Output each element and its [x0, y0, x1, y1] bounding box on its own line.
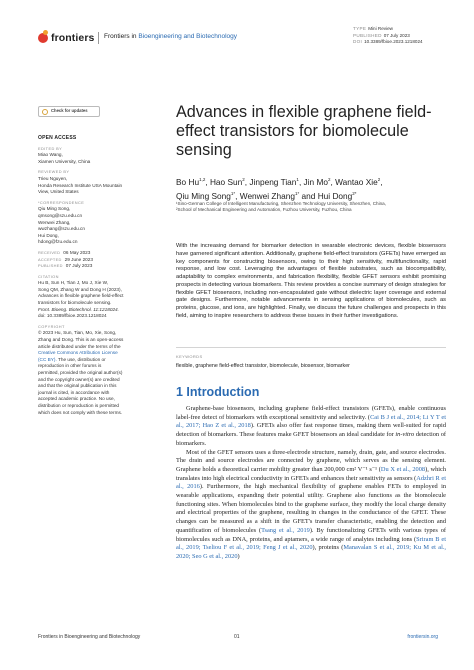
correspondent-email[interactable]: qmsong@szu.edu.cn	[38, 212, 83, 218]
reviewer-name: Trieu Nguyen,	[38, 175, 68, 181]
copyright-line: and that the original publication in this	[38, 383, 117, 389]
logo-text: frontiers	[51, 32, 95, 44]
check-updates-label: Check for updates	[51, 108, 88, 114]
check-updates-button[interactable]	[38, 106, 100, 117]
reference-link[interactable]: Sriram B et al., 2019; Tseliou F et al., 2019; Feng J et al., 2020	[176, 535, 447, 552]
text-run: ), which translates into high electrical conductivity in GFETs and enhances their sensitivity as sensors (	[176, 465, 446, 482]
text-run: ). Furthermore, the high mechanical flexibility of graphene enables FETs to employed in wearable applications, expanding their potential utility. Graphene also functions as the biomolecule functioning sites. When biomolecules bind to the graphene surface, they modify the local charge density and electrical properties of the graphene, resulting in changes in the conductance of the GFET. These changes can be measured as a shift in the GFET's transfer characteristic, enabling the detection and quantification of biomolecules (	[176, 483, 446, 534]
reviewer-affiliation: View, United States	[38, 189, 79, 195]
article-meta	[353, 26, 423, 46]
copyright-line: and the copyright owner(s) are credited	[38, 376, 120, 382]
check-updates-icon	[42, 109, 48, 115]
journal-prefix: Frontiers in	[104, 33, 139, 40]
copyright-line: accepted academic practice. No use,	[38, 396, 115, 402]
author-name[interactable]: , Jinpeng Tian	[244, 176, 297, 187]
journal-name[interactable]	[104, 33, 237, 40]
author-affil-sup: 2	[377, 177, 381, 182]
received-date: 06 May 2023	[63, 249, 91, 255]
received-label: RECEIVED	[38, 249, 61, 255]
citation-line: Song QM, Zhang W and Dong H (2023),	[38, 286, 122, 292]
copyright-line: Zhang and Dong. This is an open-access	[38, 337, 124, 343]
correspondent-email[interactable]: wwzhang@szu.edu.cn	[38, 226, 85, 232]
author-name[interactable]: , Jin Mo	[298, 176, 328, 187]
published-label: PUBLISHED	[38, 263, 63, 269]
editor-name: Miao Wang,	[38, 152, 63, 158]
correspondent-name: Wenwei Zhang,	[38, 219, 71, 225]
correspondent-email[interactable]: hdong@fzu.edu.cn	[38, 239, 78, 245]
author-name[interactable]: , Wenwei Zhang	[235, 191, 295, 202]
license-line	[38, 357, 156, 364]
keywords: flexible, graphene field-effect transistor, biomolecule, biosensor, biomarker	[176, 363, 350, 369]
text-run: in-vitro	[395, 431, 415, 439]
accepted-row	[38, 257, 156, 264]
license-link[interactable]: Creative Commons Attribution License	[38, 350, 118, 356]
sidebar	[38, 106, 156, 416]
correspondent-name: Qiu Ming Song,	[38, 206, 71, 212]
footer-site-link[interactable]: frontiersin.org	[407, 634, 438, 640]
reference-link[interactable]: Cai B J et al., 2014; Li Y T et al., 2017; Hao Z et al., 2018	[176, 413, 446, 430]
reference-link[interactable]: Manavalan S et al., 2019; Ku M et al., 2020; Seo G et al., 2020	[176, 544, 447, 560]
copyright-line: journal is cited, in accordance with	[38, 389, 110, 395]
text-run: Graphene-base biosensors, including graphene field-effect transistors (GFETs), enable continuous label-free detect of biomarkers with exceptional sensitivity and selectivity. (	[176, 405, 446, 421]
published-row	[38, 263, 156, 270]
paragraph-1	[176, 405, 446, 449]
text-run: Most of the GFET sensors uses a three-electrode structure, namely, drain, gate, and source electrodes. The drain and source electrodes are connected by graphene, which serves as the sensing element. Graphene holds a theoretical carrier mobility greater than 200,000 cm² V⁻¹ s⁻¹ (	[176, 448, 446, 473]
citation-line: Front. Bioeng. Biotechnol. 11:1218024.	[38, 306, 119, 312]
affiliation-1: ¹Sino-German College of Intelligent Manufacturing, Shenzhen Technology University, Shenzhen, China,	[176, 201, 386, 206]
correspondent-name: Hui Dong,	[38, 232, 59, 238]
published-label: PUBLISHED	[353, 32, 382, 38]
affiliations	[176, 201, 446, 213]
text-run: ). GFETs also offer fast response times, making them well-suited for rapid detection of biomarkers. These features make GFET biosensors an ideal candidate for	[176, 422, 446, 439]
author-name[interactable]: , Wantao Xie	[330, 176, 378, 187]
text-run: detection of biomarkers.	[176, 431, 446, 447]
page-footer	[38, 634, 438, 644]
body-text	[176, 405, 446, 562]
citation-line: transistors for biomolecule sensing.	[38, 300, 112, 306]
reference-link[interactable]: Du X et al., 2008	[380, 465, 426, 473]
type-value: Mini Review	[368, 26, 393, 31]
paragraph-2	[176, 449, 446, 562]
copyright-line: distribution or reproduction is permitted	[38, 402, 120, 408]
logo-mark-icon	[38, 33, 48, 43]
reference-link[interactable]: Tsang et al., 2019	[261, 526, 310, 534]
journal-title: Bioengineering and Biotechnology	[138, 33, 237, 40]
affiliation-2: ²School of Mechanical Engineering and Automation, Fuzhou University, Fuzhou, China	[176, 207, 352, 213]
copyright-line: reproduction in other forums is	[38, 363, 102, 369]
accepted-label: ACCEPTED	[38, 256, 62, 262]
citation-line: Advances in flexible graphene field-effect	[38, 293, 124, 299]
correspondence-label: *CORRESPONDENCE	[38, 199, 85, 205]
author-name[interactable]: and Hui Dong	[299, 191, 353, 202]
author-affil-sup: 1,2	[199, 177, 206, 182]
abstract: With the increasing demand for biomarker detection in wearable electronic devices, flexible biosensors have garnered significant attention. Additionally, graphene field-effect transistors (GFETs) have emerged as key components for constructing biosensors, owing to their high sensitivity, multifunctionality, rapid response, and low cost. Leveraging the advantages of flexible substrates, such as biocompatibility, adaptability to complex environments, and fabrication flexibility, flexible GFET sensors exhibit promising prospects in detecting various biomarkers. This review provides a concise summary of design strategies for flexible GFET biosensors, including non-encapsulated gate without dielectric layer coverage and external gate designs. Furthermore, notable advancements in sensing applications of biomolecules, such as proteins, glucose, and ions, are highlighted. Finally, we discuss the future challenges and prospects in this field, aiming to inspire researchers to address these issues in their further investigations.	[176, 243, 446, 319]
citation-doi[interactable]: doi: 10.3389/fbioe.2023.1218024	[38, 313, 107, 319]
open-access-label: OPEN ACCESS	[38, 135, 77, 141]
author-list: Bo Hu$^{1,2}$, Hao Sun$^2$, Jinpeng Tian$^1$, Jin Mo$^2$, Wantao Xie$^2$, Qiu Ming Song$^{1*}$, Wenwei Zhang$^{1*}$ and Hui Dong$^{2*}$	[176, 176, 383, 202]
copyright-line: which does not comply with these terms.	[38, 409, 123, 415]
reference-link[interactable]: Adzhri R et al., 2016	[176, 474, 446, 491]
page-header	[38, 26, 438, 54]
received-row	[38, 250, 156, 257]
frontiers-logo[interactable]	[38, 32, 95, 44]
text-run: ). By functionalizing GFETs with various types of biomolecules such as DNA, proteins, and aptamers, a wide range of analytes including ions (	[176, 526, 446, 543]
article-title: Advances in flexible graphene field-effect transistors for biomolecule sensing	[176, 103, 432, 159]
footer-journal[interactable]: Frontiers in Bioengineering and Biotechnology	[38, 634, 141, 640]
author-affil-sup: 2	[242, 177, 245, 182]
author-affil-sup: 1	[296, 177, 299, 182]
author-affil-sup: 2*	[352, 191, 357, 197]
accepted-date: 29 June 2023	[64, 256, 94, 262]
doi-label: DOI	[353, 39, 363, 45]
reviewer-affiliation: Honda Research Institute USA Mountain	[38, 182, 123, 188]
page-number: 01	[234, 634, 240, 640]
type-label: TYPE	[353, 26, 367, 31]
author-affil-sup: 1*	[294, 191, 300, 197]
author-name[interactable]: Bo Hu	[176, 176, 200, 187]
section-title: 1 Introduction	[176, 385, 260, 399]
copyright-line: article distributed under the terms of the	[38, 343, 121, 349]
copyright-label: COPYRIGHT	[38, 323, 65, 329]
author-name[interactable]: Qiu Ming Song	[176, 191, 231, 202]
license-link[interactable]: (CC BY).	[38, 356, 57, 362]
edited-by-label: EDITED BY	[38, 145, 63, 151]
text-run: )	[237, 552, 240, 560]
text-run: ), proteins (	[312, 544, 344, 552]
citation-line: Hu B, Sun H, Tian J, Mo J, Xie W,	[38, 280, 109, 286]
author-name[interactable]: , Hao Sun	[205, 176, 243, 187]
published-value: 07 July 2023	[383, 32, 410, 38]
copyright-line: permitted, provided the original author(s)	[38, 370, 123, 375]
editor-affiliation: Xiamen University, China	[38, 158, 91, 164]
copyright-line: © 2023 Hu, Sun, Tian, Mo, Xie, Song,	[38, 330, 117, 336]
author-affil-sup: 1*	[230, 191, 236, 197]
citation-label: CITATION	[38, 273, 59, 279]
reviewed-by-label: REVIEWED BY	[38, 169, 70, 175]
keywords-divider	[176, 347, 446, 348]
doi-value[interactable]: 10.3389/fbioe.2023.1218024	[364, 39, 423, 45]
copyright-line: The use, distribution or	[57, 356, 106, 362]
header-divider	[98, 32, 99, 44]
author-affil-sup: 2	[328, 177, 331, 182]
keywords-label: KEYWORDS	[176, 354, 203, 359]
published-date: 07 July 2023	[65, 263, 93, 269]
